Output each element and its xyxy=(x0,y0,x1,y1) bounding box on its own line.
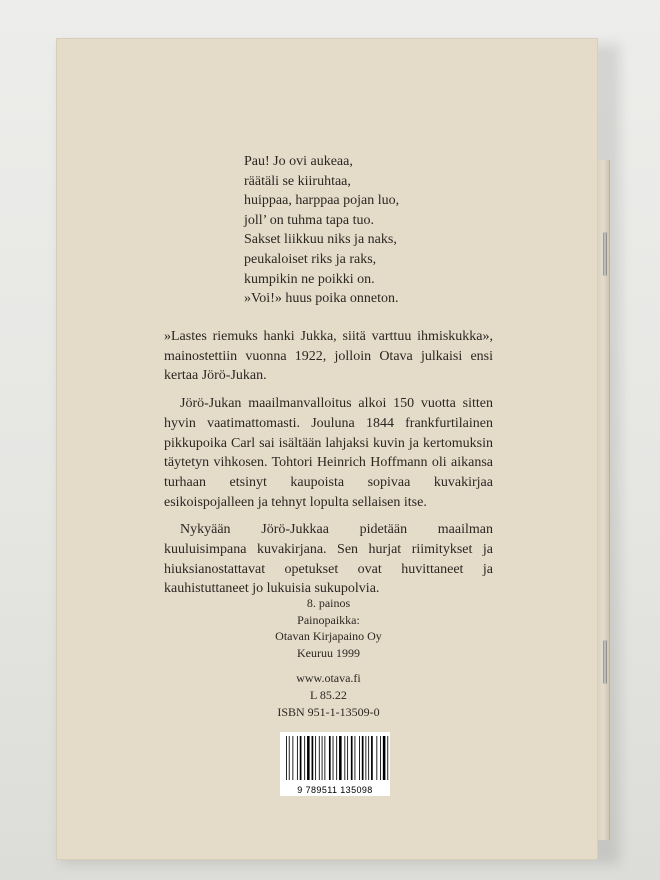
barcode-bar xyxy=(387,736,388,780)
classification-code: L 85.22 xyxy=(310,687,347,702)
barcode-bar xyxy=(383,736,386,780)
poem-line: Pau! Jo ovi aukeaa, xyxy=(244,154,353,169)
barcode-bar xyxy=(329,736,331,780)
printer-label: Painopaikka: xyxy=(297,612,360,627)
poem-line: kumpikin ne poikki on. xyxy=(244,271,375,287)
barcode-bar xyxy=(376,736,377,780)
place-year: Keuruu 1999 xyxy=(297,645,360,660)
barcode-bar xyxy=(322,736,323,780)
barcode-bar xyxy=(312,736,314,780)
barcode-bar xyxy=(307,736,310,780)
barcode-bar xyxy=(362,736,364,780)
barcode-bar xyxy=(380,736,381,780)
barcode-bar xyxy=(304,736,305,780)
barcode-bar xyxy=(351,736,353,780)
poem-verse xyxy=(244,152,399,309)
poem-line: huippaa, harppaa pojan luo, xyxy=(244,193,400,209)
imprint-spacer xyxy=(186,661,471,670)
poem-line: Sakset liikkuu niks ja naks, xyxy=(244,232,397,248)
blurb-paragraph: Jörö-Jukan maailmanvalloitus alkoi 150 vuotta sitten hyvin vaatimattomasti. Jouluna 1844 frankfurtilainen pikkupoika Carl sai isältään lahjaksi kuvin ja kertomuksin täytetyn vihkosen. Tohtori Heinrich Hoffmann oli aikansa turhaan etsinyt kaupoista sopivaa kuvakirjaa esikoispojalleen ja tehnyt lopulta sellaisen itse. xyxy=(164,396,493,510)
barcode-bar xyxy=(336,736,337,780)
barcode-bar xyxy=(339,736,342,780)
poem-line: räätäli se kiiruhtaa, xyxy=(244,173,351,189)
blurb-paragraph: »Lastes riemuks hanki Jukka, siitä varttuu ihmiskukka», mainostettiin vuonna 1922, jolloin Otava julkaisi ensi kertaa Jörö-Jukan. xyxy=(164,329,493,384)
imprint-block xyxy=(186,595,471,720)
staple-bottom xyxy=(603,640,607,684)
barcode-bar xyxy=(292,736,293,780)
website-text: www.otava.fi xyxy=(296,671,361,686)
back-cover xyxy=(56,38,598,860)
barcode-bar xyxy=(324,736,325,780)
barcode-bar xyxy=(289,736,290,780)
barcode-bar xyxy=(371,736,373,780)
barcode-bar xyxy=(344,736,345,780)
barcode-bar xyxy=(286,736,287,780)
barcode-bars xyxy=(280,732,390,784)
barcode-bar xyxy=(333,736,334,780)
isbn-text: ISBN 951-1-13509-0 xyxy=(277,704,380,719)
printer-name: Otavan Kirjapaino Oy xyxy=(275,629,382,644)
isbn-barcode xyxy=(280,732,390,796)
poem-line: joll’ on tuhma tapa tuo. xyxy=(244,212,374,228)
blurb-paragraph: Nykyään Jörö-Jukkaa pidetään maailman kuuluisimpana kuvakirjana. Sen hurjat riimitykset ja hiuksianostattavat opetukset ovat huvittaneet ja kauhistuttaneet jo lukuisia sukupolvia. xyxy=(164,522,493,597)
barcode-bar xyxy=(368,736,369,780)
barcode-bar xyxy=(319,736,320,780)
barcode-bar xyxy=(355,736,356,780)
barcode-bar xyxy=(359,736,360,780)
barcode-bar xyxy=(347,736,348,780)
blurb-text xyxy=(164,327,493,607)
barcode-bar xyxy=(315,736,316,780)
edition-text: 8. painos xyxy=(306,596,351,610)
barcode-digits: 9 789511 135098 xyxy=(297,785,373,795)
staple-top xyxy=(603,232,607,276)
poem-line: »Voi!» huus poika onneton. xyxy=(244,291,399,307)
barcode-bar xyxy=(300,736,302,780)
poem-line: peukaloiset riks ja raks, xyxy=(244,251,377,267)
barcode-bar xyxy=(297,736,298,780)
barcode-bar xyxy=(365,736,366,780)
